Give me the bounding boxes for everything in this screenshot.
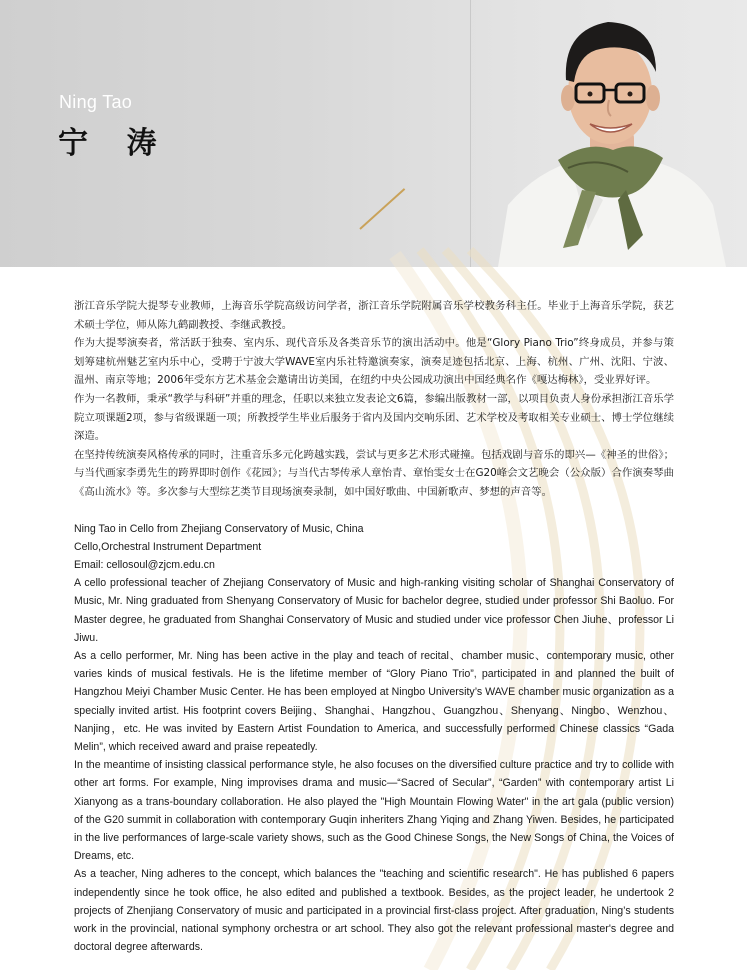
zh-paragraph: 作为大提琴演奏者，常活跃于独奏、室内乐、现代音乐及各类音乐节的演出活动中。他是“Glory Piano Trio”终身成员，并参与策划筹建杭州魅艺室内乐中心，受聘于宁波大学WAVE室内乐社特邀演奏家，演奏足迹包括北京、上海、杭州、广州、沈阳、宁波、温州、南京等地；2006年受东方艺术基金会邀请出访美国，在纽约中央公园成功演出中国经典名作《嘎达梅林》，受业界好评。 [74,337,674,387]
portrait-photo [478,0,747,267]
zh-paragraph: 浙江音乐学院大提琴专业教师，上海音乐学院高级访问学者，浙江音乐学院附属音乐学校教务科主任。毕业于上海音乐学院，获艺术硕士学位，师从陈九鹤副教授、李继武教授。 [74,300,674,331]
chinese-biography [74,297,674,502]
en-paragraph: A cello professional teacher of Zhejiang Conservatory of Music and high-ranking visiting scholar of Shanghai Conservatory of Music, Mr. Ning graduated from Shenyang Conservatory of Music for bachelor degree, studied under professor Shi Baoluo. For Master degree, he graduated from Shanghai Conservatory of Music and studied under vice professor Chen Jiuhe、professor Li Jiwu. [74,577,674,644]
en-paragraph: As a teacher, Ning adheres to the concept, which balances the "teaching and scientific research". He has published 6 papers independently since he took office, he also edited and published a textbook. Besides, as the project leader, he undertook 2 projects of Zhenjiang Conservatory of music and participated in a provincial first-class project. After graduation, Ning’s students work in the provincial, national symphony orchestra or art school. They also got the relevant professional master's degree and doctoral degree afterwards. [74,868,674,954]
accent-line [359,188,405,230]
biography-content [74,297,674,956]
name-chinese: 宁 涛 [58,126,171,161]
name-english: Ning Tao [59,92,133,112]
affiliation-line: Ning Tao in Cello from Zhejiang Conservatory of Music, China [74,522,364,535]
wall-seam [470,0,471,267]
english-biography [74,520,674,957]
en-paragraph: As a cello performer, Mr. Ning has been active in the play and teach of recital、chamber music、contemporary music, other varies kinds of musical festivals. He is the lifetime member of “Glory Piano Trio”, participated in and planned the built of Hangzhou Meiyi Chamber Music Center. He has been employed at Ningbo University’s WAVE chamber music organization as a specially invited artist. His footprint covers Beijing、Shanghai、Hangzhou、Guangzhou、Shenyang、Ningbo、Wenzhou、Nanjing，etc. He was invited by Eastern Artist Foundation to America, and successfully performed Chinese classics “Gada Melin”, which received award and praise repeatedly. [74,649,674,753]
header-banner [0,0,747,267]
department-line: Cello,Orchestral Instrument Department [74,540,262,553]
zh-paragraph: 作为一名教师，秉承“教学与科研”并重的理念，任职以来独立发表论文6篇，参编出版教材一部，以项目负责人身份承担浙江音乐学院立项课题2项，参与省级课题一项；所教授学生毕业后服务于省内及国内交响乐团、艺术学校及考取相关专业硕士、博士学位继续深造。 [74,392,674,443]
email-line: Email: cellosoul@zjcm.edu.cn [74,558,215,571]
en-paragraph: In the meantime of insisting classical performance style, he also focuses on the diversified culture practice and try to collide with other art forms. For example, Ning improvises drama and music—“Sacred of Secular”, “Garden” with contemporary artist Li Xianyong as a trans-boundary collaboration. He also played the "High Mountain Flowing Water" in the art gala (public version) of the G20 summit in collaboration with contemporary Guqin inheriters Zhang Yiqing and Zhang Yiwen. Besides, he participated in the live performances of large-scale variety shows, such as the Good Chinese Songs, the New Songs of China, the Voices of Dreams, etc. [74,759,674,863]
zh-paragraph: 在坚持传统演奏风格传承的同时，注重音乐多元化跨越实践，尝试与更多艺术形式碰撞。包括戏剧与音乐的即兴—《神圣的世俗》；与当代画家李勇先生的跨界即时创作《花园》；与当代古琴传承人章怡青、章怡雯女士在G20峰会文艺晚会（公众版）合作演奏琴曲《高山流水》等。多次参与大型综艺类节目现场演奏录制，如中国好歌曲、中国新歌声、梦想的声音等。 [74,448,674,498]
